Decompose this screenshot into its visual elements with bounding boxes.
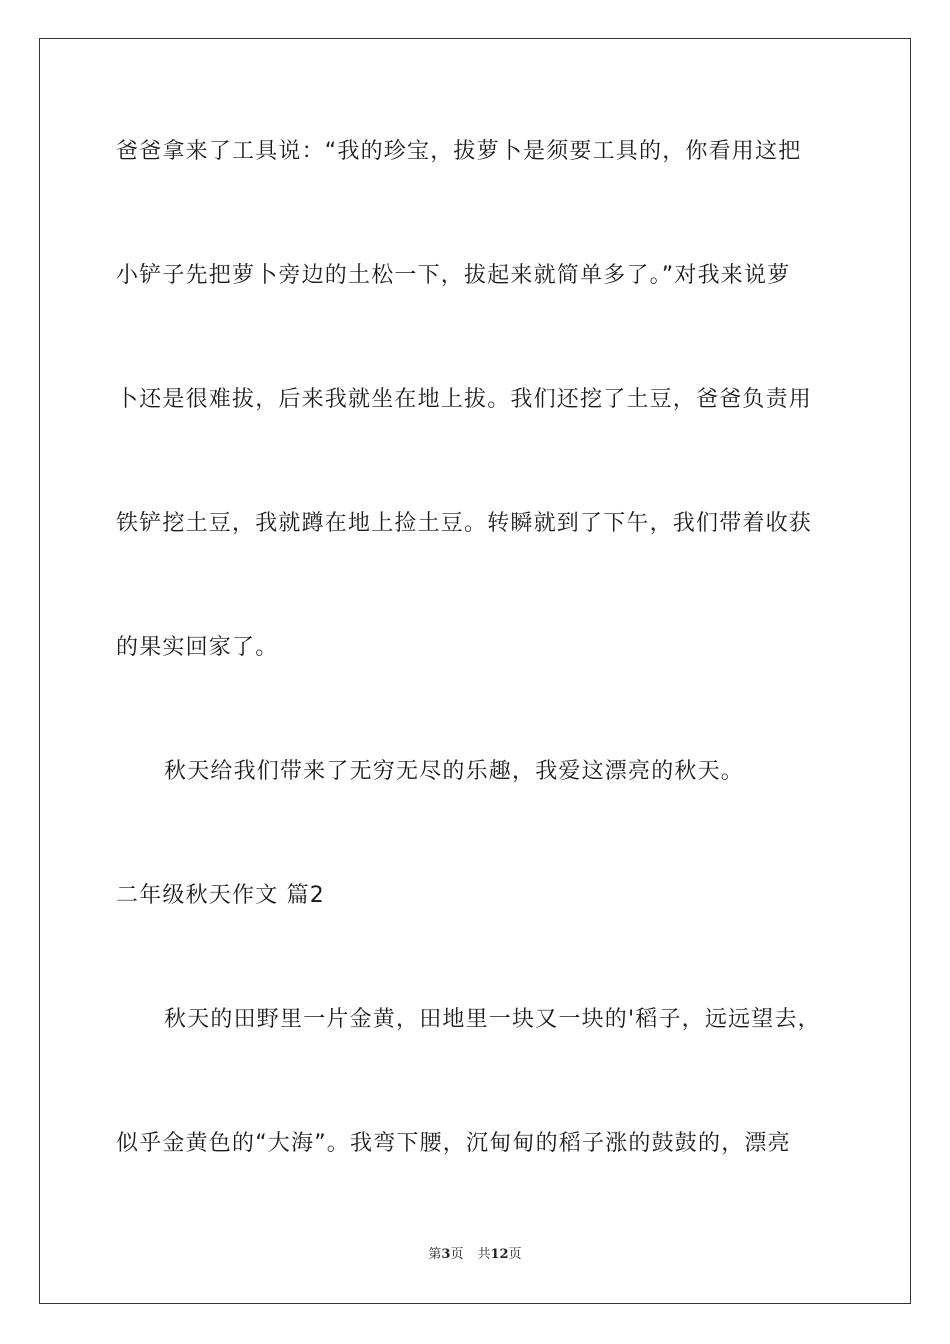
total-suffix: 页 bbox=[508, 1247, 522, 1262]
body-text-line: 的果实回家了。 bbox=[116, 635, 279, 660]
page-footer bbox=[0, 1246, 950, 1264]
body-text-line: 爸爸拿来了工具说：“我的珍宝，拔萝卜是须要工具的，你看用这把 bbox=[116, 139, 802, 164]
section-text-line: 似乎金黄色的“大海”。我弯下腰，沉甸甸的稻子涨的鼓鼓的，漂亮 bbox=[116, 1131, 791, 1156]
total-prefix: 共 bbox=[477, 1247, 491, 1262]
page-prefix: 第 bbox=[428, 1247, 442, 1262]
section-text-line: 秋天的田野里一片金黄，田地里一块又一块的'稻子，远远望去， bbox=[164, 1007, 821, 1032]
page-number: 3 bbox=[441, 1247, 451, 1262]
section-heading: 二年级秋天作文 篇2 bbox=[116, 883, 325, 908]
body-text-line: 卜还是很难拔，后来我就坐在地上拔。我们还挖了土豆，爸爸负责用 bbox=[116, 387, 813, 412]
body-text-line: 小铲子先把萝卜旁边的土松一下，拔起来就简单多了。”对我来说萝 bbox=[116, 263, 791, 288]
closing-paragraph: 秋天给我们带来了无穷无尽的乐趣，我爱这漂亮的秋天。 bbox=[164, 759, 745, 784]
page-border bbox=[39, 38, 911, 1304]
total-pages: 12 bbox=[490, 1247, 509, 1262]
page-suffix: 页 bbox=[450, 1247, 464, 1262]
body-text-line: 铁铲挖土豆，我就蹲在地上捡土豆。转瞬就到了下午，我们带着收获 bbox=[116, 511, 813, 536]
